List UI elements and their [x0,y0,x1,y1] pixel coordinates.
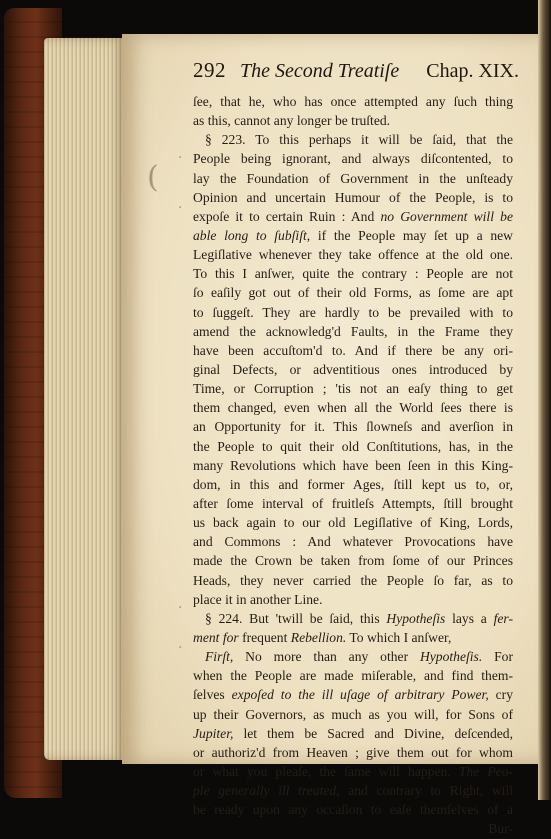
text-line [193,341,513,360]
text-line [193,207,513,226]
margin-pencil-mark: · [178,200,183,216]
text-segment: place it in another Line. [193,591,323,607]
italic-text: ple generally ill treated, [193,783,340,799]
text-line [193,149,513,168]
text-segment: and contrary to Right, will [339,783,513,799]
page-number: 292 [193,58,226,82]
italic-text: Firſt, [205,649,234,665]
text-segment: let them be Sacred and Divine, deſcended, [233,725,513,741]
text-line [193,609,513,628]
text-line [193,551,513,570]
text-line [193,398,513,417]
catchword: Bur- [488,821,513,837]
text-segment: have been accuſtom'd to. And if there be any ori- [193,342,513,358]
text-segment: up their Governors, as much as you will, for Sons of [193,706,513,722]
margin-pencil-mark: ( [147,160,159,195]
text-segment: lay the Foundation of Government in the unſteady [193,170,513,186]
text-line [193,303,513,322]
text-segment: Legiſlative whenever they take offence at the old one. [193,247,513,263]
text-line [193,264,513,283]
text-line [193,437,513,456]
text-segment: or authoriz'd from Heaven ; give them out for whom [193,744,513,760]
text-line [193,666,513,685]
italic-text: ment for [193,629,239,645]
text-line [193,283,513,302]
text-segment: after ſome interval of fruitleſs Attempts, ſtill brought [193,495,513,511]
text-segment: To which I anſwer, [346,629,452,645]
text-segment: many Revolutions which have been ſeen in this King- [193,457,513,473]
text-segment: No more than any other [233,649,420,665]
body-text [193,92,513,838]
italic-text: able long to ſubſiſt [193,227,307,243]
page-edges [44,38,124,760]
text-segment: them changed, even when all the World ſees there is [193,400,513,416]
text-line [193,724,513,743]
page-header [193,58,519,88]
text-segment: § 223. To this perhaps it will be ſaid, that the [205,132,513,148]
text-line [193,532,513,551]
text-segment: us back again to our old Legiſlative of King, Lords, [193,515,513,531]
text-line [193,494,513,513]
text-segment: ſelves [193,687,232,703]
text-line [193,685,513,704]
text-line [193,571,513,590]
text-line [193,188,513,207]
text-line [193,111,513,130]
text-line [193,456,513,475]
italic-text: fer- [493,610,513,626]
text-segment: be ready upon any occaſion to eaſe themſelves of a [193,802,513,818]
text-segment: frequent [238,629,291,645]
text-line [193,800,513,819]
text-line [193,705,513,724]
text-segment: when the People are made miſerable, and find them- [193,668,513,684]
text-line [193,226,513,245]
text-segment: To this I anſwer, quite the contrary : People are not [193,266,513,282]
italic-text: expoſed to the ill uſage of arbitrary Power, [231,687,489,703]
text-segment: to ſuggeſt. They are hardly to be prevailed with to [193,304,513,320]
italic-text: Hypotheſis. [419,649,483,665]
text-segment: expoſe it to certain Ruin : And [193,208,381,224]
italic-text: Hypotheſis [386,610,446,626]
text-line [193,781,513,800]
text-segment: made the Crown be taken from ſome of our Princes [193,553,513,569]
text-segment: as this, cannot any longer be truſted. [193,113,391,129]
text-segment: amend the acknowledg'd Faults, in the Frame they [193,323,513,339]
text-line [193,130,513,149]
text-segment: or what you pleaſe, the ſame will happen. [193,763,459,779]
italic-text: The Peo- [458,763,513,779]
text-segment: Heads, they never carried the People ſo far, as to [193,572,513,588]
text-segment: and Commons : And whatever Provocations have [193,534,513,550]
text-segment: an Opportunity for it. This ſlowneſs and averſion in [193,419,513,435]
text-line [193,513,513,532]
text-line [193,245,513,264]
running-title: The Second Treatiſe [240,60,400,82]
italic-text: no Government will be [380,208,513,224]
italic-text: Jupiter, [193,725,234,741]
text-line [193,92,513,111]
text-line [193,379,513,398]
text-line [193,590,513,609]
facing-page-edge [538,0,551,800]
text-segment: dom, in this and former Ages, ſtill kept us to, or, [193,476,513,492]
text-segment: lays a [445,610,494,626]
text-segment: People being ignorant, and always diſcontented, to [193,151,513,167]
text-segment: , if the People may ſet up a new [306,227,513,243]
text-segment: cry [488,687,514,703]
text-segment: ginal Defects, or adventitious ones introduced by [193,361,513,377]
text-segment: Time, or Corruption ; 'tis not an eaſy thing to get [193,381,513,397]
text-line [193,762,513,781]
text-line [193,628,513,647]
margin-pencil-mark: · [178,150,183,166]
text-line [193,417,513,436]
margin-pencil-mark: · [178,640,183,656]
italic-text: Rebellion. [290,629,347,645]
text-segment: § 224. But 'twill be ſaid, this [205,610,387,626]
text-segment: Opinion and uncertain Humour of the People, is to [193,189,513,205]
text-line [193,169,513,188]
text-line [193,322,513,341]
text-segment: ſee, that he, who has once attempted any ſuch thing [193,94,513,109]
chapter-label: Chap. XIX. [426,60,519,82]
margin-pencil-mark: · [178,600,183,616]
text-line [193,743,513,762]
text-segment: ſo eaſily got out of their old Forms, as ſome are apt [193,285,513,301]
text-segment: For [482,649,513,665]
text-line [193,647,513,666]
text-segment: the People to quit their old Conſtitutions, has, in the [193,438,513,454]
text-line [193,360,513,379]
text-line [193,475,513,494]
